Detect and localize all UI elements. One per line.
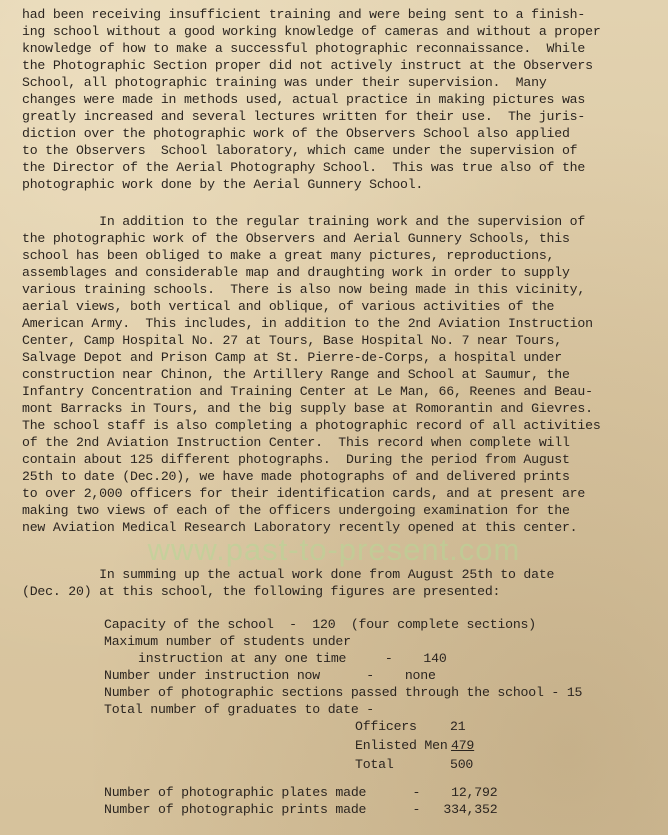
text-line: to over 2,000 officers for their identification cards, and at present are	[22, 486, 586, 501]
text-line: of the 2nd Aviation Instruction Center. This record when complete will	[22, 435, 570, 450]
watermark: www.past-to-present.com	[147, 532, 521, 567]
text-line: the Photographic Section proper did not actively instruct at the Observers	[22, 58, 593, 73]
text-line: Center, Camp Hospital No. 27 at Tours, Base Hospital No. 7 near Tours,	[22, 333, 562, 348]
text-line: knowledge of how to make a successful photographic reconnaissance. While	[22, 41, 586, 56]
total-label: Total	[355, 757, 394, 772]
prints-line: Number of photographic prints made - 334,352	[104, 802, 498, 817]
text-line: the Director of the Aerial Photography School. This was true also of the	[22, 160, 586, 175]
text-line: construction near Chinon, the Artillery Range and School at Saumur, the	[22, 367, 570, 382]
text-line: to the Observers School laboratory, which came under the supervision of	[22, 143, 578, 158]
text-line: In addition to the regular training work and the supervision of	[22, 214, 586, 229]
text-line: various training schools. There is also now being made in this vicinity,	[22, 282, 586, 297]
max-students-line: Maximum number of students under	[104, 634, 351, 649]
plates-line: Number of photographic plates made - 12,792	[104, 785, 498, 800]
enlisted-label: Enlisted Men	[355, 738, 448, 753]
text-line: new Aviation Medical Research Laboratory recently opened at this center.	[22, 520, 578, 535]
text-line: school has been obliged to make a great many pictures, reproductions,	[22, 248, 555, 263]
text-line: contain about 125 different photographs. During the period from August	[22, 452, 570, 467]
text-line: Salvage Depot and Prison Camp at St. Pierre-de-Corps, a hospital under	[22, 350, 562, 365]
text-line: American Army. This includes, in addition to the 2nd Aviation Instruction	[22, 316, 593, 331]
text-line: ing school without a good working knowledge of cameras and without a proper	[22, 24, 601, 39]
text-line: making two views of each of the officers undergoing examination for the	[22, 503, 570, 518]
text-line: changes were made in methods used, actual practice in making pictures was	[22, 92, 586, 107]
text-line: School, all photographic training was under their supervision. Many	[22, 75, 547, 90]
text-line: had been receiving insufficient training and were being sent to a finish-	[22, 7, 586, 22]
text-line: assemblages and considerable map and draughting work in order to supply	[22, 265, 570, 280]
text-line: aerial views, both vertical and oblique, of various activities of the	[22, 299, 555, 314]
total-graduates-line: Total number of graduates to date -	[104, 702, 374, 717]
sections-passed-line: Number of photographic sections passed through the school - 15	[104, 685, 583, 700]
text-line: The school staff is also completing a photographic record of all activities	[22, 418, 601, 433]
text-line: greatly increased and several lectures written for their use. The juris-	[22, 109, 586, 124]
text-line: In summing up the actual work done from August 25th to date	[22, 567, 555, 582]
text-line: the photographic work of the Observers and Aerial Gunnery Schools, this	[22, 231, 570, 246]
enlisted-value: 479	[451, 738, 475, 753]
text-line: 25th to date (Dec.20), we have made photographs of and delivered prints	[22, 469, 570, 484]
text-line: diction over the photographic work of the Observers School also applied	[22, 126, 570, 141]
text-line: photographic work done by the Aerial Gunnery School.	[22, 177, 424, 192]
under-instruction-line: Number under instruction now - none	[104, 668, 436, 683]
text-line: (Dec. 20) at this school, the following figures are presented:	[22, 584, 501, 599]
capacity-line: Capacity of the school - 120 (four complete sections)	[104, 617, 536, 632]
max-students-line-cont: instruction at any one time - 140	[138, 651, 447, 666]
officers-label: Officers	[355, 719, 417, 734]
total-value: 500	[450, 757, 474, 772]
text-line: mont Barracks in Tours, and the big supply base at Romorantin and Gievres.	[22, 401, 593, 416]
text-line: Infantry Concentration and Training Center at Le Man, 66, Reenes and Beau-	[22, 384, 593, 399]
officers-value: 21	[450, 719, 466, 734]
